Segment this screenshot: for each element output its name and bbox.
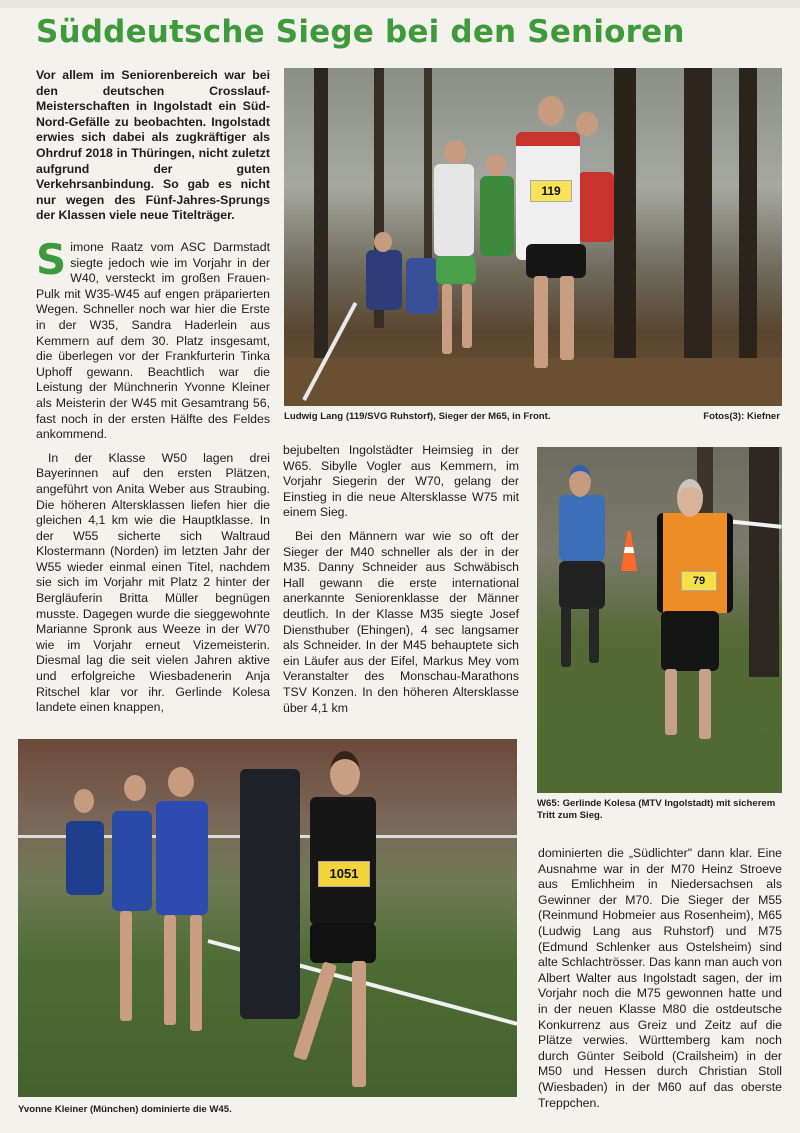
runner-head <box>486 154 506 176</box>
runner-background <box>578 172 614 242</box>
runner-green-vest <box>480 176 514 256</box>
photo-credit: Fotos(3): Kiefner <box>703 411 780 422</box>
article-title: Süddeutsche Siege bei den Senioren <box>36 14 685 50</box>
runner-black-shorts <box>526 244 586 278</box>
top-strip <box>0 0 800 8</box>
race-bib: 1051 <box>318 861 370 887</box>
race-bib: 79 <box>681 571 717 591</box>
runner-leg <box>120 911 132 1021</box>
runner-leg <box>164 915 176 1025</box>
runner-leg <box>352 961 366 1087</box>
caption-right-photo: W65: Gerlinde Kolesa (MTV Ingolstadt) mit sicherem Tritt zum Sieg. <box>537 798 776 821</box>
caption-top-photo: Ludwig Lang (119/SVG Ruhstorf), Sieger der M65, in Front. <box>284 411 551 422</box>
runner-leg <box>560 276 574 360</box>
column-3-paragraph-1: dominierten die „Südlichter" dann klar. Eine Ausnahme war in der M70 Heinz Stroeve aus Emlichheim in Niedersachsen als Gewinner der M70. Die Sieger der M55 (Reinmund Hobmeier aus Rosenheim), M65 (Ludwig Lang aus Ruhstorf) und M75 (Edmund Schlenker aus Ostelsheim) sind alte Schlachtrösser. Das kann man auch von Albert Walter aus Ingolstadt sagen, der im Vorjahr noch die M75 gewonnen hatte und in der neuen Klasse M80 die ostdeutsche Konkurrenz aus Greiz und Zeitz auf die Plätze verwies. Württemberg kam noch durch Günter Seibold (Crailsheim) in der M50 und Hessen durch Christian Stoll (Wiesbaden) in der M60 auf das oberste Treppchen. <box>538 846 782 1110</box>
runner-leg <box>462 284 472 348</box>
runner-leg <box>442 284 452 354</box>
tree-trunk <box>684 68 712 398</box>
runner-blue-vest <box>66 821 104 895</box>
runner-leg <box>534 276 548 368</box>
photo-right-w65-runners <box>537 447 782 793</box>
tree-trunk <box>739 68 757 368</box>
race-bib: 119 <box>530 180 572 202</box>
column-2 <box>283 443 519 724</box>
runner-background <box>366 250 402 310</box>
runner-white-vest <box>434 164 474 256</box>
runner-head <box>538 96 564 126</box>
runner-background <box>406 258 438 314</box>
tree-trunk <box>314 68 328 368</box>
runner-black-shorts <box>310 923 376 963</box>
runner-head <box>569 465 591 497</box>
runner-head <box>74 789 94 813</box>
column-1-paragraph-1 <box>36 235 270 443</box>
runner-orange-vest <box>657 513 733 613</box>
runner-head <box>677 479 703 517</box>
forest-floor <box>284 358 782 406</box>
column-2-paragraph-1: bejubelten Ingolstädter Heimsieg in der W65. Sibylle Vogler aus Kemmern, im Vorjahr Siegerin der W70, gelang der Einstieg in die neue Altersklasse W75 mit einem Sieg. <box>283 443 519 520</box>
column-1 <box>36 235 270 724</box>
runner-head <box>576 112 598 136</box>
runner-leg <box>699 669 711 739</box>
runner-head <box>374 232 392 252</box>
column-1-paragraph-1-text: imone Raatz vom ASC Darmstadt siegte jedoch wie im Vorjahr in der W40, versteckt im großen Frauen-Pulk mit W35-W45 auf engen präparierten Wegen. Schneller noch war hier die Erste in der W35, Sandra Haderlein aus Kemmern auf dem 30. Platz insgesamt, die überlegen vor der Frankfurterin Tinka Uphoff gewann. Beachtlich war die Leistung der Münchnerin Yvonne Kleiner als Meisterin der W45 mit Gesamtrang 56, fast noch in der ersten Hälfte des Feldes ankommend. <box>36 240 270 442</box>
runner-leg <box>589 607 599 663</box>
runner-head <box>168 767 194 797</box>
runner-head <box>124 775 146 801</box>
runner-blue-vest <box>112 811 152 911</box>
runner-head <box>330 751 360 795</box>
runner-head <box>444 140 466 164</box>
runner-blue-shirt <box>559 495 605 561</box>
article-intro <box>36 68 270 232</box>
spectator-dark-coat <box>240 769 300 1019</box>
tree-trunk <box>749 447 779 677</box>
runner-black-tights <box>559 561 605 609</box>
runner-leg <box>665 669 677 735</box>
column-3 <box>538 846 782 1119</box>
runner-green-shorts <box>436 256 476 284</box>
runner-blue-vest <box>156 801 208 915</box>
caption-bottom-photo: Yvonne Kleiner (München) dominierte die W45. <box>18 1104 232 1115</box>
photo-bottom-w45-runners <box>18 739 517 1097</box>
photo-top-m65-runners <box>284 68 782 406</box>
tree-trunk <box>614 68 636 388</box>
intro-text: Vor allem im Seniorenbereich war bei den deutschen Crosslauf-Meisterschaften in Ingolstadt ein Süd-Nord-Gefälle zu beobachten. Ingolstadt erwies sich dabei als zugkräftiger als Ohrdruf 2018 in Thüringen, nicht zuletzt aufgrund der guten Verkehrsanbindung. So gab es nicht nur wegen des Fünf-Jahres-Sprungs der Klassen viele neue Titelträger. <box>36 68 270 223</box>
drop-cap: S <box>36 235 67 284</box>
runner-leg <box>190 915 202 1031</box>
column-1-paragraph-2: In der Klasse W50 lagen drei Bayerinnen auf den ersten Plätzen, angeführt von Anita Weber aus Straubing. Die höheren Altersklassen liefen hier die gleichen 4,1 km wie die Hauptklasse. In der W55 sicherte sich Waltraud Klostermann (Norden) im letzten Jahr der W55 wieder einmal einen Titel, nachdem sie sich im Vorjahr mit Platz 2 hinter der Bergläuferin Britta Müller begnügen musste. Dagegen wurde die sieggewohnte Marianne Spronk aus Weeze in der W70 wie im Vorjahr erneut Vizemeisterin. Diesmal lag die seit vielen Jahren aktive und erfolgreiche Wiesbadenerin Anja Ritschel klar vor ihr. Gerlinde Kolesa landete einen knappen, <box>36 450 270 715</box>
traffic-cone <box>621 531 637 571</box>
runner-leg <box>561 607 571 667</box>
runner-black-tights <box>661 611 719 671</box>
column-2-paragraph-2: Bei den Männern war wie so oft der Sieger der M40 schneller als der in der M35. Danny Schneider aus Schwäbisch Hall gewann die erste international anerkannte Seniorenklasse der Männer deutlich. In der Klasse M35 siegte Josef Diensthuber (Ehingen), 4 sec langsamer als Schneider. In der M45 behauptete sich ein Läufer aus der Eifel, Markus Mey vom Veranstalter des Monschau-Marathons TSV Konzen. In den höheren Altersklasse über 4,1 km <box>283 528 519 715</box>
